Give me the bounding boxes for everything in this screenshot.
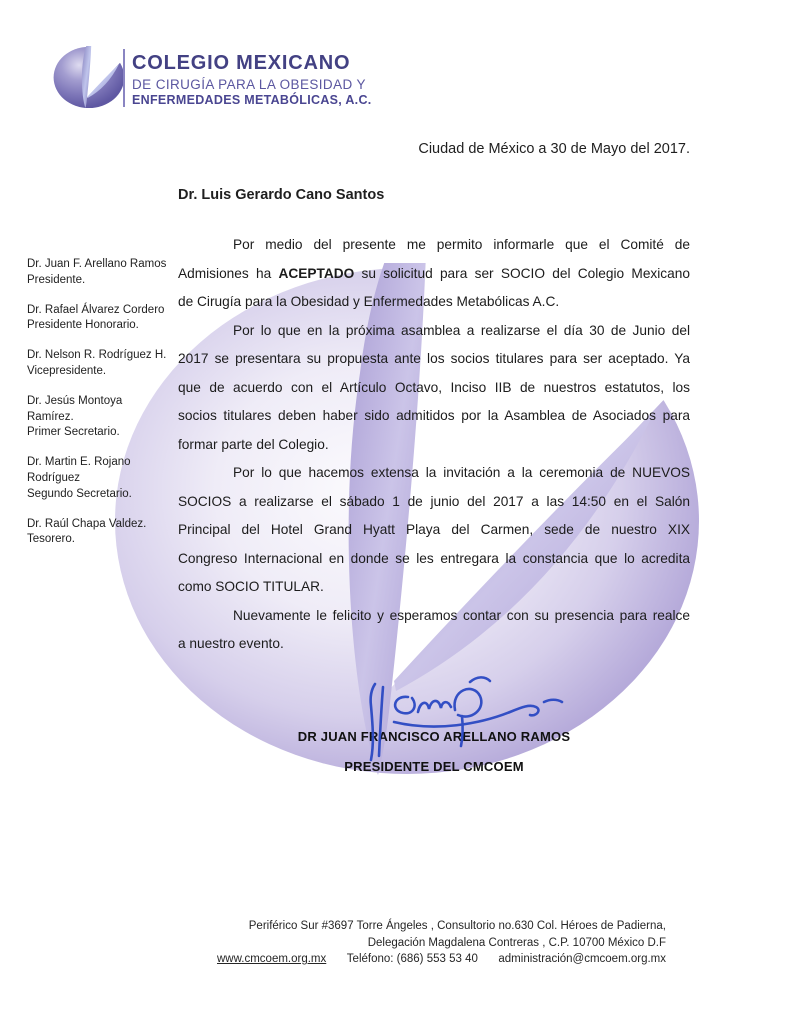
board-member-line: Primer Secretario. [27, 426, 120, 439]
board-member-line: Vicepresidente. [27, 364, 107, 377]
footer-contact-row [217, 951, 666, 968]
board-member-line: Dr. Nelson R. Rodríguez H. [27, 349, 167, 362]
body-line: Por lo que en la próxima asamblea a realizarse el día 30 de Junio del [233, 322, 690, 338]
paragraph [178, 602, 690, 659]
board-member [27, 394, 177, 441]
footer-phone: Teléfono: (686) 553 53 40 [346, 953, 478, 965]
footer-address-line-1: Periférico Sur #3697 Torre Ángeles , Consultorio no.630 Col. Héroes de Padierna, [248, 920, 666, 932]
board-member [27, 257, 177, 289]
logo-text [132, 52, 372, 107]
body-line: 2017 se presentara su propuesta ante los socios titulares para ser aceptado. Ya [178, 351, 690, 366]
board-member-line: Presidente. [27, 273, 86, 286]
org-name: COLEGIO MEXICANO [132, 52, 351, 74]
paragraph [178, 231, 690, 317]
paragraph [178, 459, 690, 602]
paragraph [178, 317, 690, 460]
logo-divider [123, 49, 125, 107]
org-subtitle-2: ENFERMEDADES METABÓLICAS, A.C. [132, 93, 372, 107]
board-member-line: Rodríguez [27, 471, 81, 484]
board-member [27, 455, 177, 502]
recipient-name: Dr. Luis Gerardo Cano Santos [178, 187, 385, 203]
board-member-line: Presidente Honorario. [27, 319, 139, 332]
board-member-line: Dr. Juan F. Arellano Ramos [27, 258, 167, 270]
footer [178, 918, 666, 968]
body-line: como SOCIO TITULAR. [178, 579, 324, 594]
body-line: Nuevamente le felicito y esperamos contar con su presencia para realce [233, 607, 690, 623]
body-line: socios titulares deben haber sido admitidos por la Asamblea de Asociados para [178, 408, 690, 423]
date-line: Ciudad de México a 30 de Mayo del 2017. [418, 141, 690, 157]
footer-address-line-2: Delegación Magdalena Contreras , C.P. 10700 México D.F [367, 936, 666, 949]
board-member [27, 517, 177, 549]
footer-website-link[interactable]: www.cmcoem.org.mx [217, 953, 327, 965]
body-line: Por medio del presente me permito informarle que el Comité de [233, 237, 690, 252]
footer-email: administración@cmcoem.org.mx [498, 953, 666, 965]
board-member-line: Dr. Martin E. Rojano [27, 456, 131, 469]
signer-name: DR JUAN FRANCISCO ARELLANO RAMOS [297, 729, 571, 744]
body-line: a nuestro evento. [178, 636, 284, 651]
letter-body [178, 231, 690, 659]
board-member-line: Dr. Jesús Montoya [27, 394, 123, 407]
board-member [27, 348, 177, 380]
body-line: Admisiones ha ACEPTADO su solicitud para ser SOCIO del Colegio Mexicano [178, 265, 690, 281]
body-line: que de acuerdo con el Artículo Octavo, Inciso IIB de nuestros estatutos, los [178, 379, 690, 395]
org-subtitle-1: DE CIRUGÍA PARA LA OBESIDAD Y [132, 77, 366, 92]
board-member-line: Ramírez. [27, 410, 74, 423]
board-member-line: Tesorero. [27, 533, 75, 546]
board-member [27, 303, 177, 335]
board-sidebar [27, 257, 177, 562]
body-line: SOCIOS a realizarse el sábado 1 de junio del 2017 a las 14:50 en el Salón [178, 493, 690, 509]
board-member-line: Dr. Rafael Álvarez Cordero [27, 303, 165, 316]
body-line: Congreso Internacional en donde se les entregara la constancia que lo acredita [178, 550, 690, 566]
body-line: de Cirugía para la Obesidad y Enfermedades Metabólicas A.C. [178, 294, 560, 309]
board-member-line: Dr. Raúl Chapa Valdez. [27, 517, 147, 530]
body-line: Por lo que hacemos extensa la invitación a la ceremonia de NUEVOS [233, 465, 690, 480]
cmcoem-logo-icon [53, 46, 125, 109]
board-member-line: Segundo Secretario. [27, 487, 132, 500]
body-line: formar parte del Colegio. [178, 436, 329, 452]
signer-title: PRESIDENTE DEL CMCOEM [344, 759, 524, 774]
body-line: Principal del Hotel Grand Hyatt Playa del Carmen, sede de nuestro XIX [178, 522, 690, 537]
